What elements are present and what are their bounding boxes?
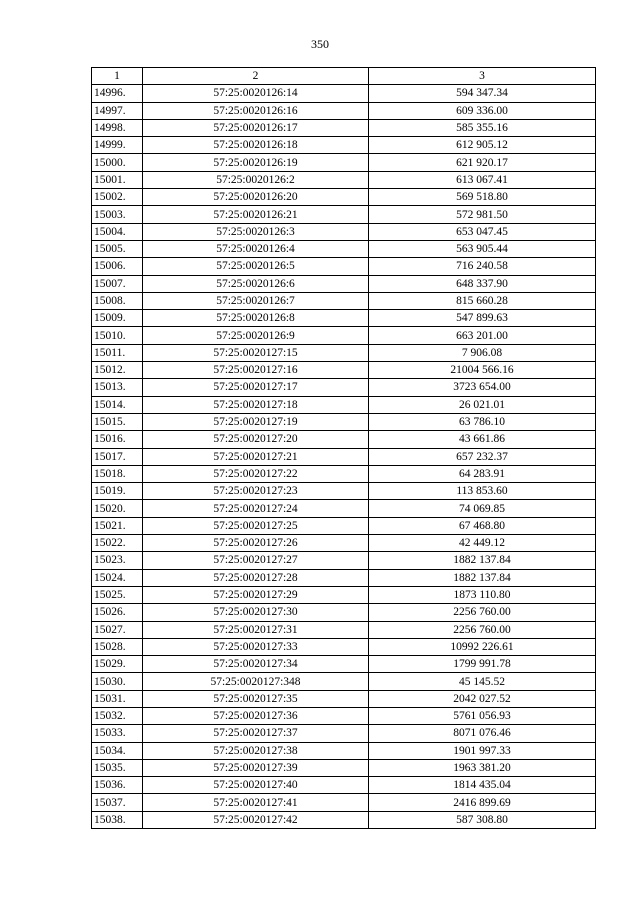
row-number-cell: 15028. [92,638,143,655]
cadastral-number-cell: 57:25:0020127:31 [143,621,369,638]
row-number-cell: 15003. [92,206,143,223]
table-row [92,586,596,603]
value-cell: 594 347.34 [369,85,596,102]
cadastral-number-cell: 57:25:0020126:4 [143,240,369,257]
cadastral-number-cell: 57:25:0020127:42 [143,811,369,828]
cadastral-number-cell: 57:25:0020127:30 [143,604,369,621]
value-cell: 1882 137.84 [369,569,596,586]
table-row [92,85,596,102]
cadastral-number-cell: 57:25:0020127:40 [143,777,369,794]
table-row [92,604,596,621]
value-cell: 2416 899.69 [369,794,596,811]
column-header-2: 2 [143,68,369,85]
value-cell: 2256 760.00 [369,604,596,621]
value-cell: 1873 110.80 [369,586,596,603]
cadastral-number-cell: 57:25:0020126:21 [143,206,369,223]
table-row [92,794,596,811]
cadastral-number-cell: 57:25:0020127:25 [143,517,369,534]
table-row [92,379,596,396]
table-row [92,500,596,517]
row-number-cell: 15030. [92,673,143,690]
value-cell: 67 468.80 [369,517,596,534]
value-cell: 113 853.60 [369,483,596,500]
table-row [92,206,596,223]
value-cell: 8071 076.46 [369,725,596,742]
cadastral-number-cell: 57:25:0020127:21 [143,448,369,465]
row-number-cell: 14999. [92,137,143,154]
value-cell: 657 232.37 [369,448,596,465]
cadastral-number-cell: 57:25:0020126:18 [143,137,369,154]
cadastral-number-cell: 57:25:0020127:28 [143,569,369,586]
row-number-cell: 15002. [92,189,143,206]
value-cell: 563 905.44 [369,240,596,257]
value-cell: 569 518.80 [369,189,596,206]
table-row [92,707,596,724]
row-number-cell: 15012. [92,362,143,379]
cadastral-number-cell: 57:25:0020126:7 [143,292,369,309]
table-row [92,552,596,569]
table-body [92,85,596,829]
row-number-cell: 14996. [92,85,143,102]
table-row [92,656,596,673]
cadastral-number-cell: 57:25:0020127:34 [143,656,369,673]
value-cell: 815 660.28 [369,292,596,309]
cadastral-number-cell: 57:25:0020127:36 [143,707,369,724]
value-cell: 1799 991.78 [369,656,596,673]
table-row [92,310,596,327]
value-cell: 5761 056.93 [369,707,596,724]
row-number-cell: 15018. [92,465,143,482]
header-row [92,68,596,85]
value-cell: 621 920.17 [369,154,596,171]
cadastral-number-cell: 57:25:0020127:23 [143,483,369,500]
cadastral-number-cell: 57:25:0020126:14 [143,85,369,102]
row-number-cell: 15025. [92,586,143,603]
table-row [92,517,596,534]
value-cell: 45 145.52 [369,673,596,690]
table-row [92,431,596,448]
cadastral-number-cell: 57:25:0020127:348 [143,673,369,690]
table-header [92,68,596,85]
cadastral-number-cell: 57:25:0020126:20 [143,189,369,206]
value-cell: 64 283.91 [369,465,596,482]
row-number-cell: 15006. [92,258,143,275]
row-number-cell: 15038. [92,811,143,828]
table-row [92,777,596,794]
cadastral-number-cell: 57:25:0020127:19 [143,413,369,430]
table-row [92,638,596,655]
table-row [92,742,596,759]
cadastral-number-cell: 57:25:0020127:38 [143,742,369,759]
table-row [92,223,596,240]
cadastral-number-cell: 57:25:0020127:37 [143,725,369,742]
row-number-cell: 14998. [92,119,143,136]
row-number-cell: 15020. [92,500,143,517]
row-number-cell: 15023. [92,552,143,569]
value-cell: 1901 997.33 [369,742,596,759]
table-row [92,621,596,638]
value-cell: 43 661.86 [369,431,596,448]
value-cell: 26 021.01 [369,396,596,413]
row-number-cell: 15000. [92,154,143,171]
table-row [92,171,596,188]
table-row [92,396,596,413]
cadastral-number-cell: 57:25:0020126:2 [143,171,369,188]
cadastral-number-cell: 57:25:0020126:9 [143,327,369,344]
table-row [92,362,596,379]
cadastral-number-cell: 57:25:0020126:19 [143,154,369,171]
cadastral-number-cell: 57:25:0020126:17 [143,119,369,136]
value-cell: 587 308.80 [369,811,596,828]
value-cell: 1963 381.20 [369,759,596,776]
table-row [92,258,596,275]
cadastral-number-cell: 57:25:0020127:24 [143,500,369,517]
value-cell: 609 336.00 [369,102,596,119]
row-number-cell: 15037. [92,794,143,811]
value-cell: 612 905.12 [369,137,596,154]
row-number-cell: 14997. [92,102,143,119]
cadastral-number-cell: 57:25:0020127:29 [143,586,369,603]
value-cell: 653 047.45 [369,223,596,240]
row-number-cell: 15034. [92,742,143,759]
row-number-cell: 15027. [92,621,143,638]
value-cell: 663 201.00 [369,327,596,344]
row-number-cell: 15033. [92,725,143,742]
cadastral-number-cell: 57:25:0020126:8 [143,310,369,327]
cadastral-number-cell: 57:25:0020127:26 [143,535,369,552]
table-row [92,448,596,465]
table-row [92,759,596,776]
table-row [92,413,596,430]
cadastral-number-cell: 57:25:0020126:16 [143,102,369,119]
value-cell: 1814 435.04 [369,777,596,794]
row-number-cell: 15017. [92,448,143,465]
cadastral-number-cell: 57:25:0020127:17 [143,379,369,396]
cadastral-number-cell: 57:25:0020126:3 [143,223,369,240]
cadastral-number-cell: 57:25:0020127:18 [143,396,369,413]
value-cell: 585 355.16 [369,119,596,136]
value-cell: 613 067.41 [369,171,596,188]
row-number-cell: 15015. [92,413,143,430]
column-header-3: 3 [369,68,596,85]
cadastral-number-cell: 57:25:0020126:6 [143,275,369,292]
row-number-cell: 15011. [92,344,143,361]
value-cell: 648 337.90 [369,275,596,292]
cadastral-number-cell: 57:25:0020127:41 [143,794,369,811]
row-number-cell: 15010. [92,327,143,344]
table-row [92,465,596,482]
table-row [92,119,596,136]
value-cell: 42 449.12 [369,535,596,552]
row-number-cell: 15026. [92,604,143,621]
table-row [92,725,596,742]
row-number-cell: 15005. [92,240,143,257]
value-cell: 21004 566.16 [369,362,596,379]
value-cell: 547 899.63 [369,310,596,327]
value-cell: 2256 760.00 [369,621,596,638]
cadastral-number-cell: 57:25:0020127:22 [143,465,369,482]
registry-table [91,67,596,829]
column-header-1: 1 [92,68,143,85]
row-number-cell: 15013. [92,379,143,396]
row-number-cell: 15019. [92,483,143,500]
value-cell: 10992 226.61 [369,638,596,655]
value-cell: 63 786.10 [369,413,596,430]
table-row [92,535,596,552]
cadastral-number-cell: 57:25:0020127:15 [143,344,369,361]
row-number-cell: 15008. [92,292,143,309]
row-number-cell: 15004. [92,223,143,240]
row-number-cell: 15001. [92,171,143,188]
cadastral-number-cell: 57:25:0020127:16 [143,362,369,379]
row-number-cell: 15021. [92,517,143,534]
row-number-cell: 15007. [92,275,143,292]
table-row [92,137,596,154]
table-row [92,275,596,292]
value-cell: 7 906.08 [369,344,596,361]
row-number-cell: 15032. [92,707,143,724]
row-number-cell: 15016. [92,431,143,448]
value-cell: 74 069.85 [369,500,596,517]
table-row [92,292,596,309]
row-number-cell: 15009. [92,310,143,327]
cadastral-number-cell: 57:25:0020127:27 [143,552,369,569]
table-row [92,327,596,344]
row-number-cell: 15035. [92,759,143,776]
row-number-cell: 15024. [92,569,143,586]
value-cell: 572 981.50 [369,206,596,223]
row-number-cell: 15031. [92,690,143,707]
table-row [92,811,596,828]
row-number-cell: 15036. [92,777,143,794]
page-number: 350 [311,37,329,51]
table-row [92,189,596,206]
row-number-cell: 15014. [92,396,143,413]
row-number-cell: 15022. [92,535,143,552]
value-cell: 716 240.58 [369,258,596,275]
table-row [92,240,596,257]
table-row [92,673,596,690]
table-row [92,102,596,119]
cadastral-number-cell: 57:25:0020127:20 [143,431,369,448]
value-cell: 1882 137.84 [369,552,596,569]
table-row [92,483,596,500]
table-row [92,154,596,171]
cadastral-number-cell: 57:25:0020127:33 [143,638,369,655]
cadastral-number-cell: 57:25:0020127:35 [143,690,369,707]
row-number-cell: 15029. [92,656,143,673]
value-cell: 2042 027.52 [369,690,596,707]
table-row [92,690,596,707]
cadastral-number-cell: 57:25:0020127:39 [143,759,369,776]
value-cell: 3723 654.00 [369,379,596,396]
table-row [92,569,596,586]
table-row [92,344,596,361]
cadastral-number-cell: 57:25:0020126:5 [143,258,369,275]
